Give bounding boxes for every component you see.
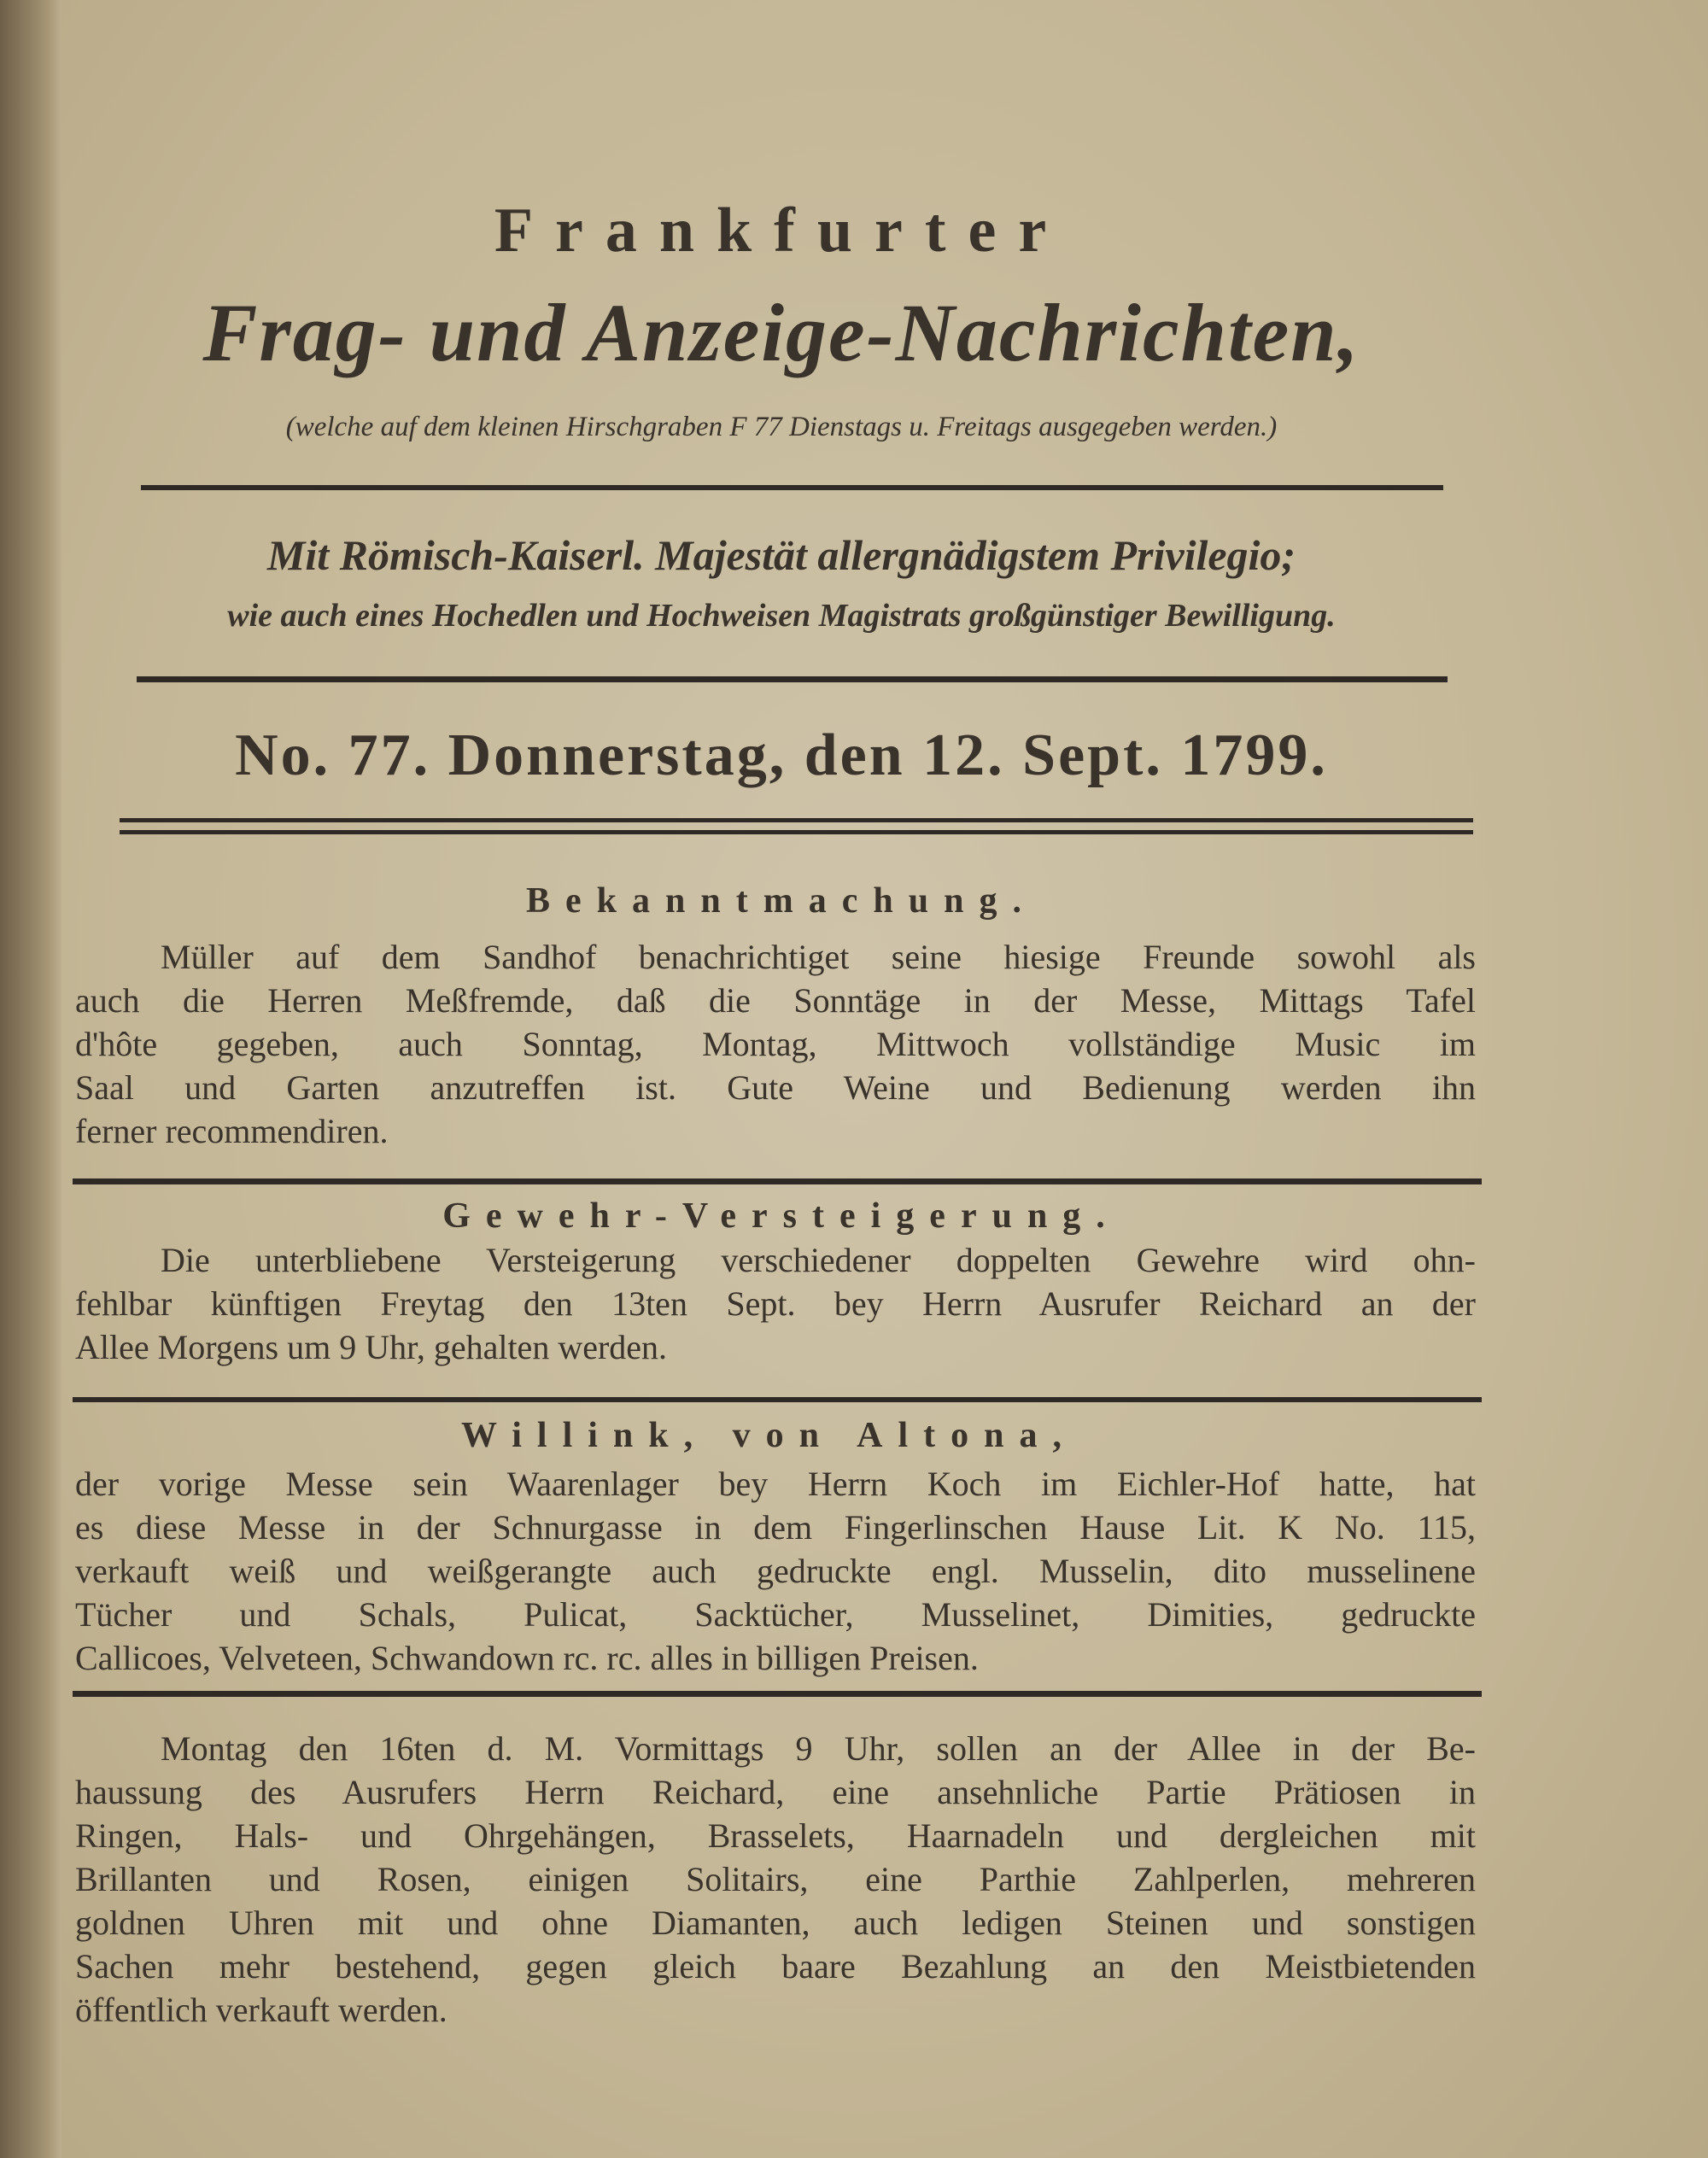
article-body (75, 935, 1476, 1153)
text-line: d'hôte gegeben, auch Sonntag, Montag, Mittwoch vollständige Music im (75, 1025, 1476, 1063)
text-line: auch die Herren Meßfremde, daß die Sonntäge in der Messe, Mittags Tafel (75, 981, 1476, 1020)
text-line: Die unterbliebene Versteigerung verschiedener doppelten Gewehre wird ohn- (161, 1241, 1476, 1279)
text-line: der vorige Messe sein Waarenlager bey Herrn Koch im Eichler-Hof hatte, hat (75, 1465, 1476, 1503)
text-line: öffentlich verkauft werden. (75, 1991, 447, 2029)
text-line: Ringen, Hals- und Ohrgehängen, Brasselets, Haarnadeln und dergleichen mit (75, 1816, 1476, 1855)
heading-text: Willink, von Altona, (461, 1416, 1078, 1455)
article-body (75, 1462, 1476, 1680)
divider (73, 1178, 1482, 1184)
text-line: Callicoes, Velveteen, Schwandown rc. rc. alles in billigen Preisen. (75, 1639, 979, 1677)
divider (137, 676, 1448, 682)
masthead-title-line1: Frankfurter (494, 196, 1069, 266)
divider (73, 1397, 1482, 1402)
divider (141, 485, 1443, 490)
text-line: fehlbar künftigen Freytag den 13ten Sept. bey Herrn Ausrufer Reichard an der (75, 1284, 1476, 1323)
text-line: ferner recommendiren. (75, 1112, 389, 1150)
article-heading: Gewehr-Versteigerung. (442, 1196, 1120, 1236)
double-divider-top (120, 818, 1473, 822)
double-divider-bottom (120, 830, 1473, 834)
masthead-title-line2: Frag- und Anzeige-Nachrichten, (202, 287, 1360, 378)
privilege-line2: wie auch eines Hochedlen und Hochweisen Magistrats großgünstiger Bewilligung. (227, 598, 1336, 634)
text-line: Müller auf dem Sandhof benachrichtiget seine hiesige Freunde sowohl als (161, 938, 1476, 976)
text-line: Brillanten und Rosen, einigen Solitairs, eine Parthie Zahlperlen, mehreren (75, 1860, 1476, 1898)
masthead-subtitle: (welche auf dem kleinen Hirschgraben F 77 Dienstags u. Freitags ausgegeben werden.) (285, 412, 1278, 442)
text-line: Tücher und Schals, Pulicat, Sacktücher, Musselinet, Dimities, gedruckte (75, 1595, 1476, 1634)
text-line: haussung des Ausrufers Herrn Reichard, eine ansehnliche Partie Prätiosen in (75, 1773, 1476, 1811)
text-line: es diese Messe in der Schnurgasse in dem Fingerlinschen Hause Lit. K No. 115, (75, 1508, 1476, 1547)
text-line: Sachen mehr bestehend, gegen gleich baare Bezahlung an den Meistbietenden (75, 1947, 1476, 1985)
issue-line: No. 77. Donnerstag, den 12. Sept. 1799. (235, 722, 1328, 788)
text-line: Saal und Garten anzutreffen ist. Gute Weine und Bedienung werden ihn (75, 1068, 1476, 1107)
article-heading: Bekanntmachung. (526, 881, 1037, 921)
article-body (75, 1727, 1476, 2066)
article-heading (461, 1412, 1486, 1459)
divider (73, 1691, 1482, 1697)
text-line: Montag den 16ten d. M. Vormittags 9 Uhr, sollen an der Allee in der Be- (161, 1729, 1476, 1768)
privilege-line1: Mit Römisch-Kaiserl. Majestät allergnädigstem Privilegio; (266, 531, 1296, 579)
text-line: verkauft weiß und weißgerangte auch gedruckte engl. Musselin, dito musselinene (75, 1552, 1476, 1590)
text-line: Allee Morgens um 9 Uhr, gehalten werden. (75, 1328, 668, 1366)
text-line: goldnen Uhren mit und ohne Diamanten, auch ledigen Steinen und sonstigen (75, 1904, 1476, 1942)
article-body (75, 1238, 1476, 1369)
